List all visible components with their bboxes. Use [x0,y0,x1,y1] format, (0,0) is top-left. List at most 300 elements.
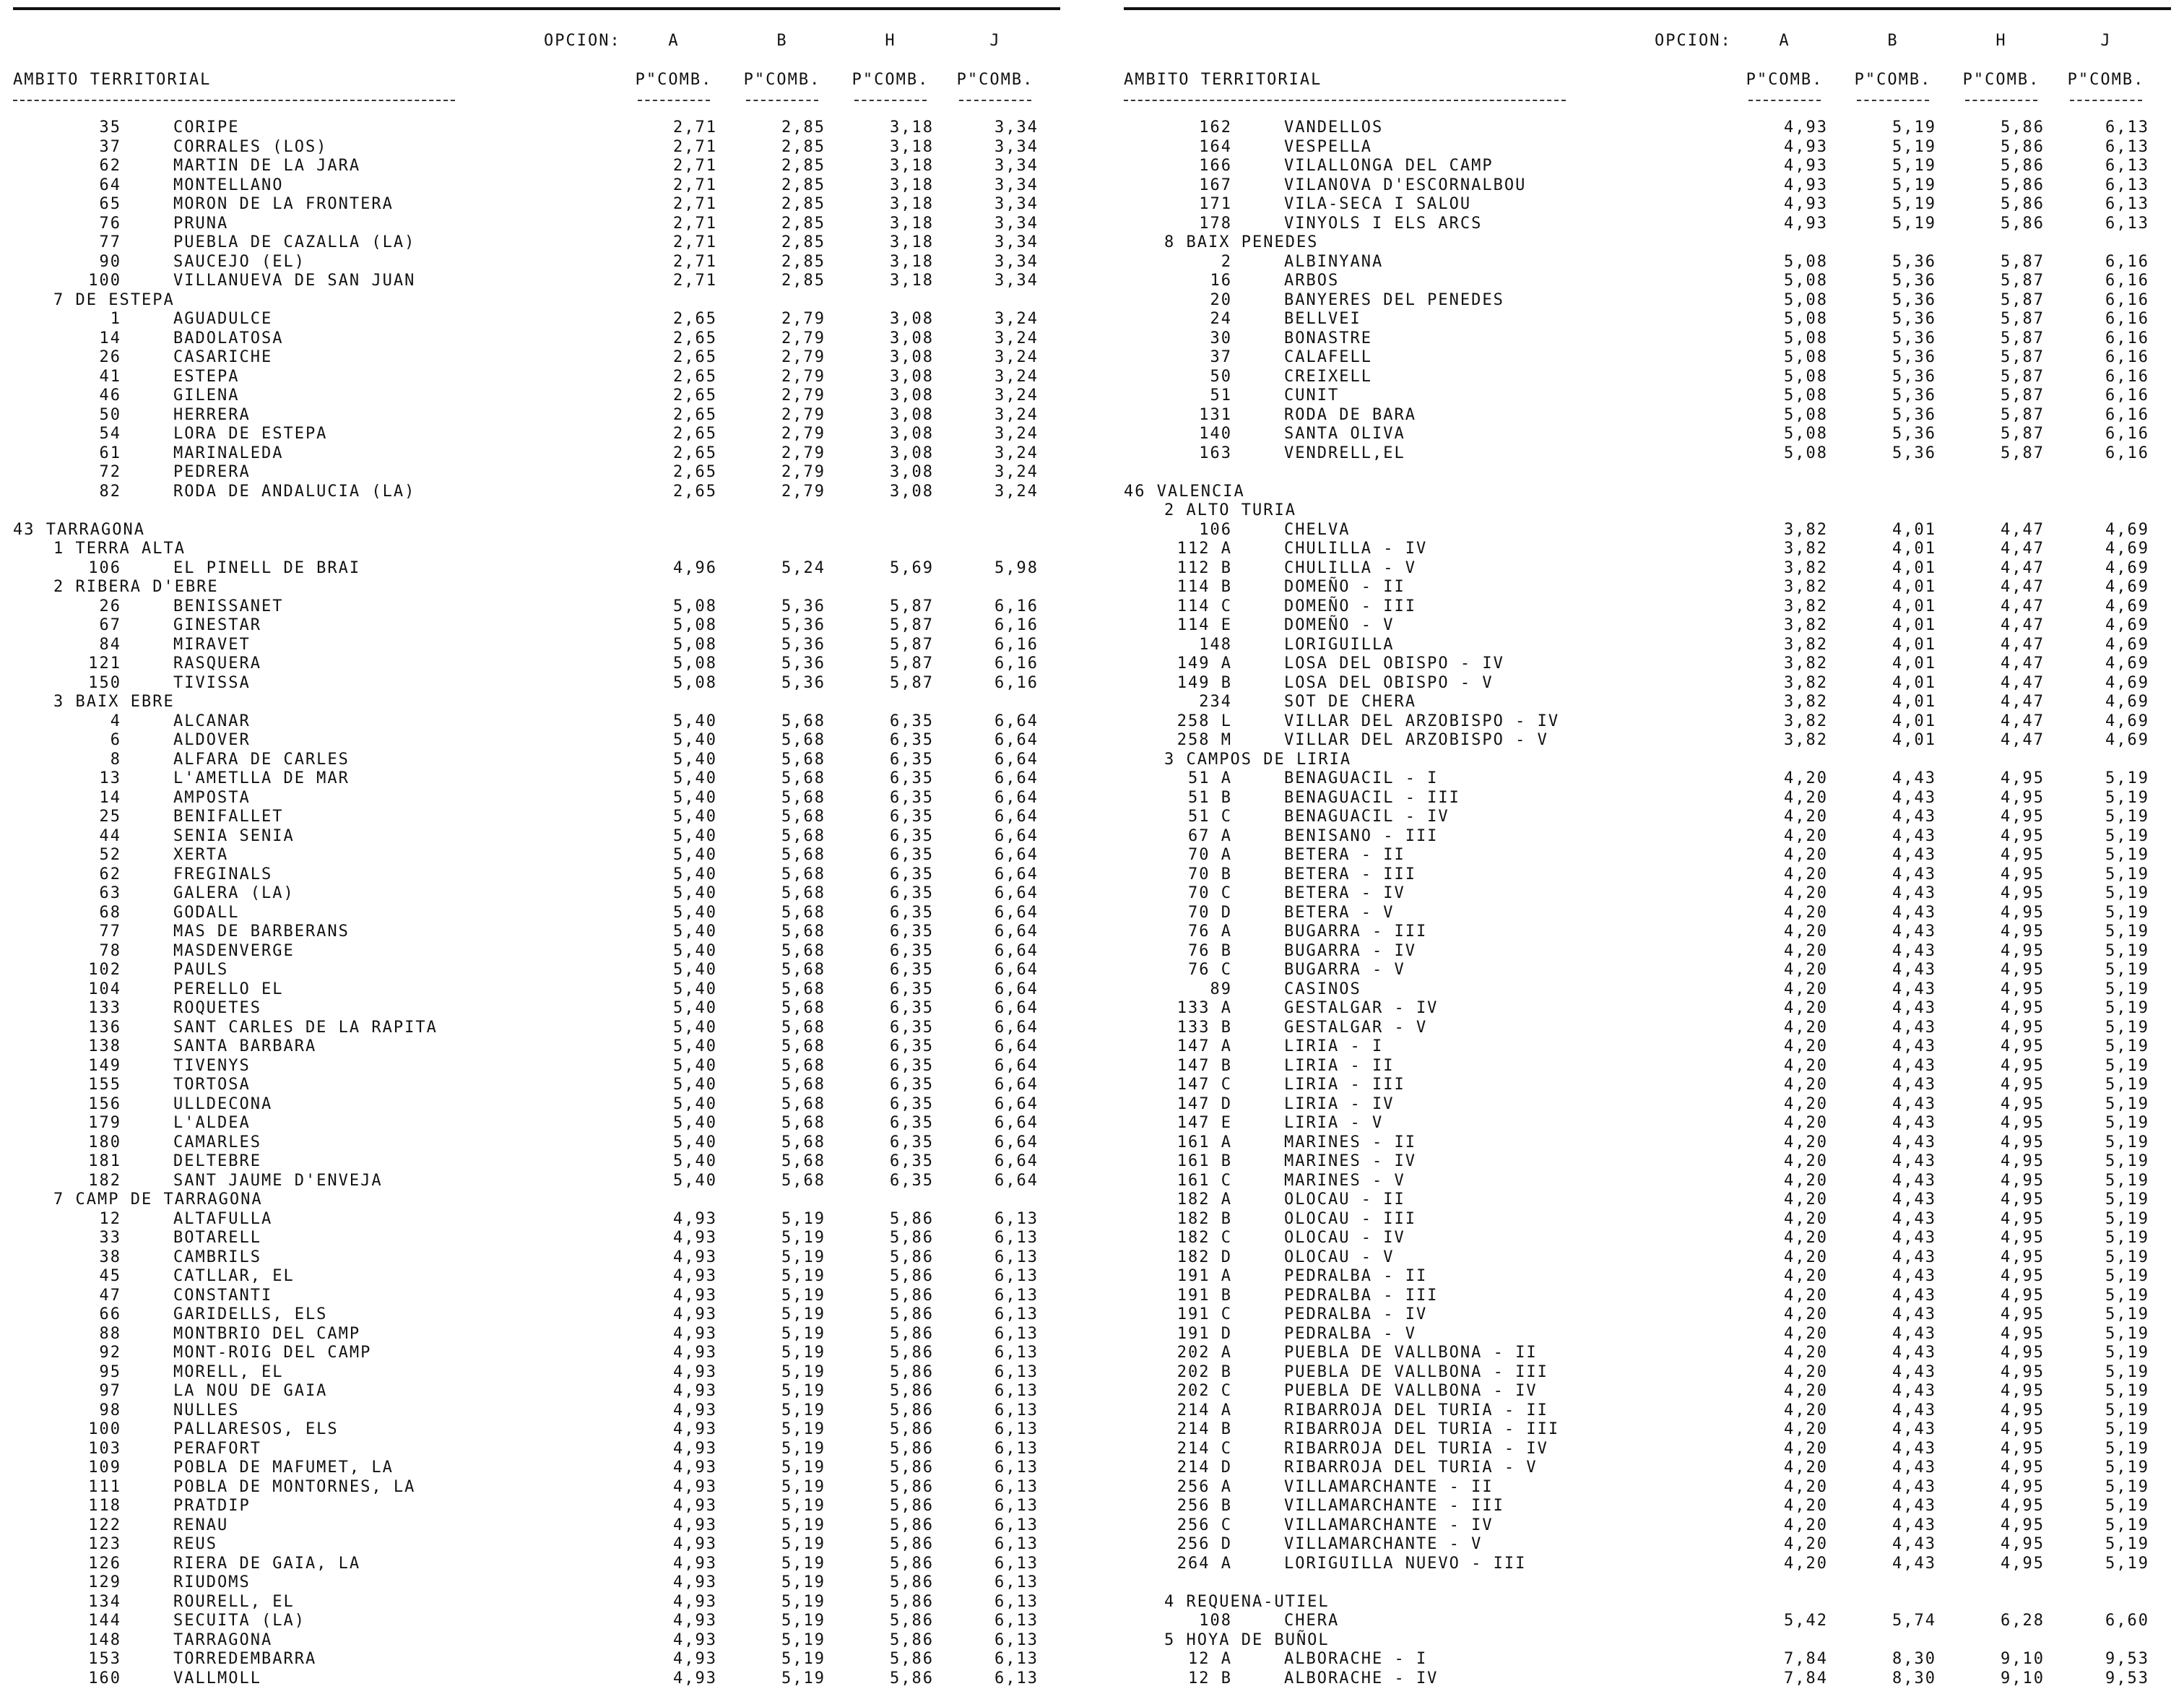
municipio-code: 202 A [1176,1344,1232,1362]
value-j: 5,19 [2105,1420,2149,1438]
value-h: 3,18 [890,252,934,271]
municipio-name: LA NOU DE GAIA [173,1382,328,1400]
table-row [13,1210,1060,1230]
municipio-name: LIRIA - III [1284,1076,1405,1094]
value-b: 5,19 [781,1344,826,1362]
municipio-code: 147 C [1176,1076,1232,1094]
opcion-label: OPCION: [1655,32,1732,50]
value-j: 3,24 [994,310,1039,328]
value-a: 3,82 [1784,673,1828,692]
value-a: 5,40 [673,750,717,769]
value-j: 5,19 [2105,1497,2149,1515]
table-row [13,253,1060,272]
municipio-name: BENAGUACIL - IV [1284,808,1450,826]
group-label: 3 BAIX EBRE [53,693,175,711]
municipio-name: CASINOS [1284,980,1361,998]
value-h: 5,86 [890,1401,934,1419]
table-row [13,1248,1060,1268]
value-h: 9,10 [2001,1650,2045,1668]
col-letter-b: B [776,32,788,50]
value-j: 5,19 [2105,846,2149,864]
municipio-name: LORIGUILLA NUEVO - III [1284,1554,1527,1573]
value-b: 8,30 [1892,1669,1936,1687]
municipio-code: 155 [88,1076,121,1094]
municipio-code: 35 [99,118,121,137]
municipio-code: 181 [88,1152,121,1170]
table-row [13,1612,1060,1631]
municipio-name: BELLVEI [1284,310,1361,328]
ambito-label: AMBITO TERRITORIAL [13,71,212,89]
value-b: 4,43 [1892,808,1936,826]
value-h: 4,95 [2001,980,2045,998]
municipio-name: VILLAMARCHANTE - III [1284,1497,1504,1515]
value-b: 5,68 [781,846,826,864]
table-row [1124,884,2171,904]
comarca-heading [13,540,1060,559]
table-row [13,1152,1060,1172]
value-a: 4,93 [673,1267,717,1285]
value-b: 4,43 [1892,961,1936,979]
municipio-code: 38 [99,1248,121,1266]
value-b: 5,19 [1892,176,1936,194]
value-h: 4,47 [2001,712,2045,730]
value-b: 5,19 [781,1324,826,1343]
value-a: 5,40 [673,1056,717,1075]
table-row [13,1420,1060,1440]
value-j: 5,19 [2105,1401,2149,1419]
value-h: 6,35 [890,903,934,922]
value-j: 6,13 [994,1459,1039,1477]
municipio-name: PEDRALBA - IV [1284,1305,1428,1323]
value-b: 5,68 [781,1094,826,1113]
value-b: 5,68 [781,999,826,1017]
table-row [1124,942,2171,961]
value-a: 5,40 [673,712,717,730]
table-row [1124,1190,2171,1210]
value-h: 4,95 [2001,1477,2045,1496]
col-underline-a [638,100,710,101]
value-a: 2,65 [673,425,717,443]
municipio-name: VALLMOLL [173,1669,261,1687]
municipio-name: NULLES [173,1401,240,1419]
value-b: 4,43 [1892,1477,1936,1496]
value-b: 4,43 [1892,1554,1936,1573]
value-a: 4,20 [1784,1114,1828,1132]
col-underline-h [854,100,927,101]
municipio-code: 126 [88,1554,121,1573]
value-b: 5,19 [781,1459,826,1477]
value-j: 3,34 [994,157,1039,175]
municipio-code: 66 [99,1305,121,1323]
value-h: 6,35 [890,1133,934,1151]
value-j: 5,19 [2105,903,2149,922]
municipio-name: CONSTANTI [173,1286,273,1305]
municipio-code: 167 [1199,176,1232,194]
table-row [1124,693,2171,712]
value-h: 5,86 [890,1344,934,1362]
value-b: 5,36 [1892,272,1936,290]
value-a: 3,82 [1784,712,1828,730]
municipio-name: PRUNA [173,214,229,233]
value-a: 5,40 [673,1171,717,1190]
value-h: 6,35 [890,826,934,845]
value-j: 6,16 [2105,386,2149,405]
comarca-heading [1124,233,2171,253]
value-b: 2,85 [781,214,826,233]
value-a: 5,40 [673,884,717,902]
value-j: 6,64 [994,884,1039,902]
value-a: 4,93 [673,1305,717,1323]
value-a: 5,08 [1784,252,1828,271]
municipio-name: SANT JAUME D'ENVEJA [173,1171,383,1190]
municipio-code: 37 [99,137,121,156]
value-b: 4,43 [1892,884,1936,902]
municipio-code: 147 D [1176,1094,1232,1113]
table-row [1124,386,2171,406]
value-b: 5,36 [781,597,826,615]
municipio-code: 76 [99,214,121,233]
municipio-name: LIRIA - II [1284,1056,1395,1075]
table-row [1124,980,2171,1000]
value-h: 3,08 [890,310,934,328]
value-a: 4,20 [1784,1209,1828,1228]
value-h: 5,87 [890,616,934,634]
municipio-code: 182 D [1176,1248,1232,1266]
value-a: 3,82 [1784,520,1828,539]
value-j: 4,69 [2105,578,2149,596]
value-h: 5,87 [890,635,934,654]
value-a: 4,20 [1784,1018,1828,1037]
municipio-name: EL PINELL DE BRAI [173,558,361,577]
municipio-code: 166 [1199,157,1232,175]
value-h: 3,08 [890,463,934,481]
top-rule [1124,7,2171,10]
ambito-underline [13,100,455,101]
table-row [1124,329,2171,349]
value-j: 5,19 [2105,1344,2149,1362]
value-b: 5,19 [781,1401,826,1419]
value-b: 4,43 [1892,1382,1936,1400]
value-a: 4,20 [1784,999,1828,1017]
value-h: 4,95 [2001,941,2045,960]
value-a: 4,20 [1784,1076,1828,1094]
municipio-name: PEDRALBA - V [1284,1324,1416,1343]
municipio-name: REUS [173,1535,217,1553]
value-b: 5,68 [781,1076,826,1094]
value-j: 5,19 [2105,884,2149,902]
value-h: 6,35 [890,1094,934,1113]
col-underline-j [959,100,1031,101]
value-j: 6,64 [994,750,1039,769]
municipio-name: MIRAVET [173,635,251,654]
value-a: 5,40 [673,980,717,998]
municipio-code: 256 B [1176,1497,1232,1515]
value-j: 6,13 [994,1209,1039,1228]
value-h: 5,86 [890,1286,934,1305]
value-j: 6,13 [994,1630,1039,1649]
value-a: 5,40 [673,1152,717,1170]
value-h: 4,95 [2001,1344,2045,1362]
table-row [1124,1152,2171,1172]
value-a: 2,65 [673,444,717,462]
value-h: 5,86 [2001,176,2045,194]
value-b: 4,43 [1892,1133,1936,1151]
municipio-name: BUGARRA - IV [1284,941,1416,960]
value-j: 5,19 [2105,1190,2149,1209]
table-row [1124,636,2171,655]
table-row [13,1267,1060,1287]
value-j: 6,16 [994,635,1039,654]
table-row [13,1650,1060,1669]
municipio-code: 136 [88,1018,121,1037]
municipio-code: 88 [99,1324,121,1343]
value-h: 5,86 [890,1535,934,1553]
value-b: 4,43 [1892,1459,1936,1477]
top-rule [13,7,1060,10]
value-b: 4,43 [1892,922,1936,941]
municipio-code: 214 D [1176,1459,1232,1477]
table-row [13,1382,1060,1401]
value-a: 3,82 [1784,558,1828,577]
group-label: 5 HOYA DE BUÑOL [1164,1630,1330,1649]
municipio-code: 62 [99,157,121,175]
value-j: 6,13 [994,1650,1039,1668]
value-a: 4,20 [1784,1344,1828,1362]
municipio-name: PERELLO EL [173,980,284,998]
value-h: 5,87 [2001,348,2045,366]
table-row [1124,559,2171,579]
value-h: 6,35 [890,1037,934,1055]
value-a: 4,93 [673,1229,717,1247]
value-j: 4,69 [2105,673,2149,692]
value-a: 4,20 [1784,1037,1828,1055]
value-j: 5,19 [2105,1535,2149,1553]
value-h: 5,87 [2001,405,2045,424]
value-a: 5,08 [1784,425,1828,443]
value-b: 2,79 [781,482,826,501]
value-a: 4,20 [1784,884,1828,902]
municipio-code: 12 A [1188,1650,1232,1668]
table-row [1124,1555,2171,1574]
value-a: 4,20 [1784,1459,1828,1477]
table-row [1124,310,2171,329]
value-a: 4,20 [1784,1171,1828,1190]
province-heading [13,521,1060,540]
municipio-code: 149 B [1176,673,1232,692]
value-a: 2,65 [673,386,717,405]
comarca-heading [13,1190,1060,1210]
value-j: 6,64 [994,1114,1039,1132]
value-h: 5,87 [890,673,934,692]
value-j: 6,64 [994,808,1039,826]
value-j: 5,19 [2105,1133,2149,1151]
value-j: 6,16 [2105,252,2149,271]
municipio-code: 90 [99,252,121,271]
value-b: 5,36 [1892,252,1936,271]
municipio-name: ROURELL, EL [173,1592,295,1611]
value-a: 7,84 [1784,1650,1828,1668]
value-j: 6,16 [994,597,1039,615]
table-row [13,233,1060,253]
municipio-code: 122 [88,1516,121,1534]
municipio-name: VANDELLOS [1284,118,1384,137]
municipio-code: 14 [99,329,121,347]
municipio-name: BETERA - V [1284,903,1395,922]
table-row [13,1095,1060,1115]
value-h: 6,35 [890,961,934,979]
group-label: 3 CAMPOS DE LIRIA [1164,750,1352,769]
table-row [13,310,1060,329]
municipio-code: 214 A [1176,1401,1232,1419]
value-j: 5,19 [2105,1362,2149,1381]
municipio-code: 65 [99,195,121,213]
col-letter-j: J [2100,32,2112,50]
left-table-rows [13,118,1060,1688]
table-row [1124,368,2171,387]
value-b: 5,19 [781,1362,826,1381]
municipio-code: 92 [99,1344,121,1362]
value-h: 5,86 [890,1362,934,1381]
table-row [1124,1650,2171,1669]
value-h: 4,47 [2001,597,2045,615]
value-j: 5,19 [2105,808,2149,826]
value-j: 3,34 [994,195,1039,213]
value-b: 2,85 [781,137,826,156]
value-j: 6,64 [994,1076,1039,1094]
municipio-code: 103 [88,1439,121,1458]
table-row [1124,1229,2171,1248]
value-b: 5,36 [1892,444,1936,462]
value-j: 3,34 [994,137,1039,156]
value-b: 4,01 [1892,558,1936,577]
municipio-name: DOMEÑO - V [1284,616,1395,634]
value-j: 5,19 [2105,1554,2149,1573]
value-a: 4,93 [673,1573,717,1591]
municipio-code: 26 [99,597,121,615]
value-b: 4,01 [1892,712,1936,730]
value-j: 6,16 [2105,290,2149,309]
municipio-name: GILENA [173,386,240,405]
value-j: 6,64 [994,731,1039,749]
value-b: 5,68 [781,731,826,749]
table-row [13,1478,1060,1498]
municipio-name: DOMEÑO - II [1284,578,1405,596]
table-row [13,138,1060,157]
municipio-name: AMPOSTA [173,788,251,807]
value-a: 5,40 [673,999,717,1017]
value-a: 2,71 [673,118,717,137]
value-h: 4,95 [2001,865,2045,883]
value-b: 4,01 [1892,673,1936,692]
value-j: 3,24 [994,405,1039,424]
municipio-code: 114 B [1176,578,1232,596]
value-a: 5,08 [1784,329,1828,347]
col-sub-h: P"COMB. [1962,71,2040,89]
value-a: 4,20 [1784,961,1828,979]
municipio-name: ALBORACHE - I [1284,1650,1428,1668]
municipio-code: 202 C [1176,1382,1232,1400]
value-j: 5,19 [2105,980,2149,998]
col-underline-b [1857,100,1929,101]
value-j: 5,19 [2105,1018,2149,1037]
value-h: 3,08 [890,348,934,366]
municipio-code: 100 [88,272,121,290]
municipio-code: 123 [88,1535,121,1553]
municipio-code: 77 [99,922,121,941]
value-h: 4,95 [2001,961,2045,979]
value-h: 6,35 [890,808,934,826]
comarca-heading [1124,1631,2171,1651]
value-a: 4,93 [673,1535,717,1553]
value-b: 4,43 [1892,903,1936,922]
value-j: 5,19 [2105,1114,2149,1132]
table-row [1124,215,2171,234]
municipio-code: 161 C [1176,1171,1232,1190]
col-sub-a: P"COMB. [635,71,713,89]
value-j: 6,13 [2105,176,2149,194]
table-row [1124,1267,2171,1287]
table-row [13,215,1060,234]
municipio-code: 179 [88,1114,121,1132]
value-a: 4,20 [1784,1554,1828,1573]
value-j: 4,69 [2105,520,2149,539]
col-letter-h: H [1996,32,2007,50]
comarca-heading [1124,1593,2171,1612]
value-h: 4,95 [2001,1497,2045,1515]
value-h: 4,47 [2001,673,2045,692]
table-row [1124,999,2171,1019]
municipio-code: 202 B [1176,1362,1232,1381]
value-h: 5,86 [890,1516,934,1534]
value-h: 4,95 [2001,808,2045,826]
value-h: 5,87 [890,654,934,673]
municipio-code: 50 [99,405,121,424]
municipio-code: 147 E [1176,1114,1232,1132]
value-a: 5,08 [673,616,717,634]
municipio-name: PEDRALBA - II [1284,1267,1428,1285]
municipio-name: PUEBLA DE VALLBONA - III [1284,1362,1548,1381]
value-a: 4,20 [1784,1439,1828,1458]
table-row [13,789,1060,808]
value-j: 3,24 [994,482,1039,501]
value-h: 5,86 [890,1630,934,1649]
value-b: 5,19 [781,1267,826,1285]
value-h: 3,18 [890,233,934,251]
municipio-name: PEDRALBA - III [1284,1286,1439,1305]
value-j: 4,69 [2105,654,2149,673]
col-letter-a: A [668,32,680,50]
municipio-name: ESTEPA [173,367,240,386]
municipio-code: 191 A [1176,1267,1232,1285]
value-b: 4,43 [1892,1037,1936,1055]
table-row [1124,1363,2171,1383]
municipio-name: VILA-SECA I SALOU [1284,195,1472,213]
value-j: 3,24 [994,463,1039,481]
table-row [1124,1669,2171,1689]
municipio-name: ALBORACHE - IV [1284,1669,1439,1687]
value-a: 2,71 [673,233,717,251]
value-a: 3,82 [1784,540,1828,558]
value-a: 4,93 [1784,137,1828,156]
value-j: 4,69 [2105,712,2149,730]
value-j: 6,16 [994,616,1039,634]
municipio-code: 191 C [1176,1305,1232,1323]
value-h: 4,95 [2001,1094,2045,1113]
value-a: 4,20 [1784,1267,1828,1285]
municipio-code: 52 [99,846,121,864]
municipio-name: VILLAR DEL ARZOBISPO - V [1284,731,1548,749]
value-h: 5,86 [890,1267,934,1285]
